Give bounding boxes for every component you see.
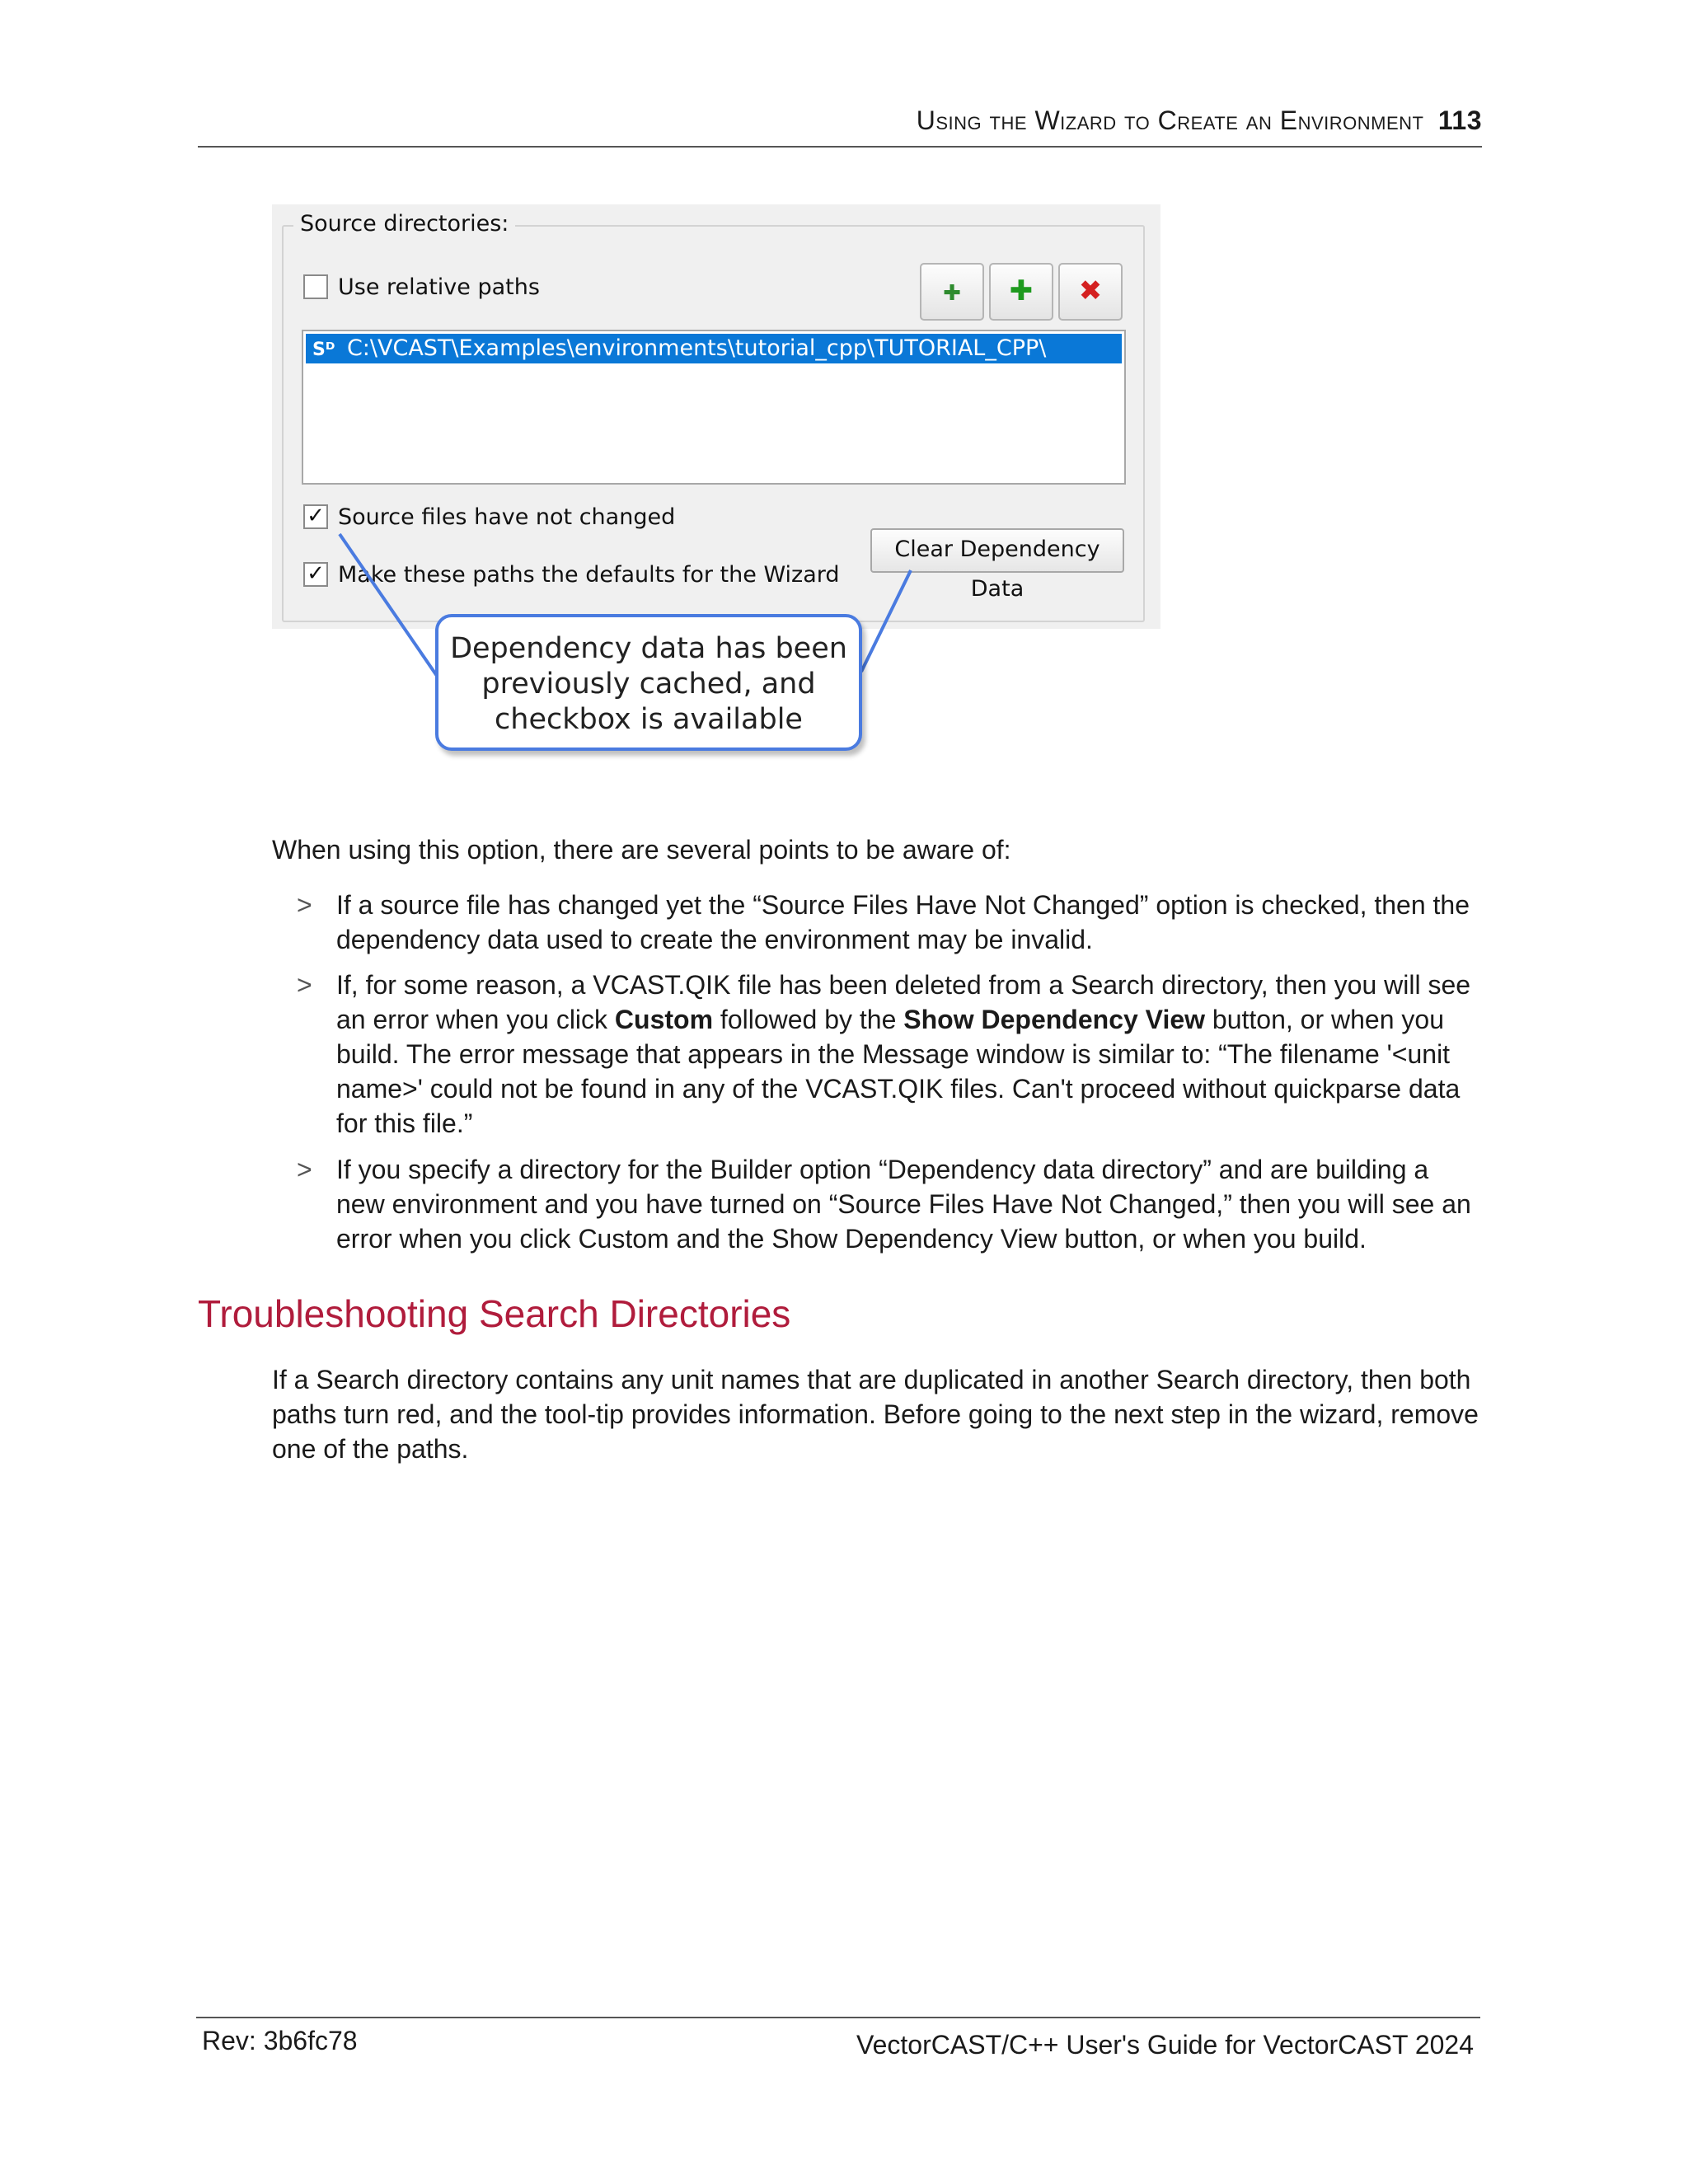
running-header — [917, 105, 1482, 136]
bullet-text: If a source file has changed yet the “Source Files Have Not Changed” option is checked, then the dependency data used to create the environment may be invalid. — [336, 890, 1470, 954]
section-heading: Troubleshooting Search Directories — [198, 1292, 791, 1335]
bullet-item — [297, 1152, 1484, 1256]
source-not-changed-label: Source files have not changed — [338, 504, 676, 530]
group-title: Source directories: — [293, 211, 515, 237]
page-number: 113 — [1437, 105, 1482, 135]
make-defaults-label: Make these paths the defaults for the Wizard — [338, 562, 840, 588]
remove-path-button[interactable] — [1058, 263, 1123, 321]
clear-dependency-data-button[interactable]: Clear Dependency Data — [870, 528, 1124, 573]
callout-pointer-right — [861, 570, 911, 672]
bullet-marker: > — [297, 890, 312, 920]
bullet-item — [297, 968, 1484, 1141]
callout-pointer-left — [340, 534, 437, 676]
list-item-path: C:\VCAST\Examples\environments\tutorial_cpp\TUTORIAL_CPP\ — [346, 335, 1047, 361]
source-not-changed-checkbox[interactable]: ✓ — [303, 504, 328, 529]
callout-box: Dependency data has been previously cached, and checkbox is available — [435, 614, 862, 751]
bullet-text-part: If, for some reason, a VCAST.QIK file has been deleted from a Search directory, then you will see an error when you click — [336, 970, 1471, 1034]
footer-rule — [196, 2017, 1480, 2018]
source-directories-list[interactable] — [302, 330, 1126, 485]
remove-icon: ✖ — [1078, 274, 1103, 307]
bullet-item — [297, 888, 1484, 957]
footer-guide-title: VectorCAST/C++ User's Guide for VectorCAST 2024 — [856, 2030, 1474, 2060]
add-path-button[interactable] — [989, 263, 1053, 321]
custom-term: Custom — [614, 1005, 714, 1034]
section-paragraph: If a Search directory contains any unit names that are duplicated in another Search directory, then both paths turn red, and the tool-tip provides information. Before going to the next step in the wizard, remove one of the paths. — [272, 1365, 1479, 1464]
bullet-text-part: followed by the — [713, 1005, 904, 1034]
header-rule — [198, 146, 1482, 148]
bullet-marker: > — [297, 1155, 312, 1184]
use-relative-paths-checkbox[interactable] — [303, 274, 328, 299]
add-icon: ✚ — [1009, 274, 1034, 307]
add-recursive-button[interactable] — [920, 263, 984, 321]
bullet-text-part: button, or when you build. The error message that appears in the Message window is similar to: “The filename '<unit name>' could not be found in any of the VCAST.QIK files. Can't proceed without quickparse data for this file.” — [336, 1005, 1461, 1138]
footer-revision: Rev: 3b6fc78 — [202, 2026, 358, 2055]
bullet-text: If you specify a directory for the Builder option “Dependency data directory” and are building a new environment and you have turned on “Source Files Have Not Changed,” then you will see an error when you click Custom and the Show Dependency View button, or when you build. — [336, 1155, 1471, 1254]
use-relative-paths-label: Use relative paths — [338, 274, 540, 300]
add-recursive-icon: ✚ — [943, 281, 961, 306]
make-defaults-checkbox[interactable]: ✓ — [303, 562, 328, 587]
search-directory-icon: Sᴰ — [312, 340, 335, 360]
bullet-marker: > — [297, 970, 312, 1000]
bullet-text — [336, 968, 1484, 1141]
running-header-title: Using the Wizard to Create an Environment — [916, 105, 1424, 135]
intro-paragraph: When using this option, there are several points to be aware of: — [272, 835, 1011, 865]
list-item[interactable] — [306, 334, 1122, 363]
show-dependency-view-term: Show Dependency View — [903, 1005, 1206, 1034]
